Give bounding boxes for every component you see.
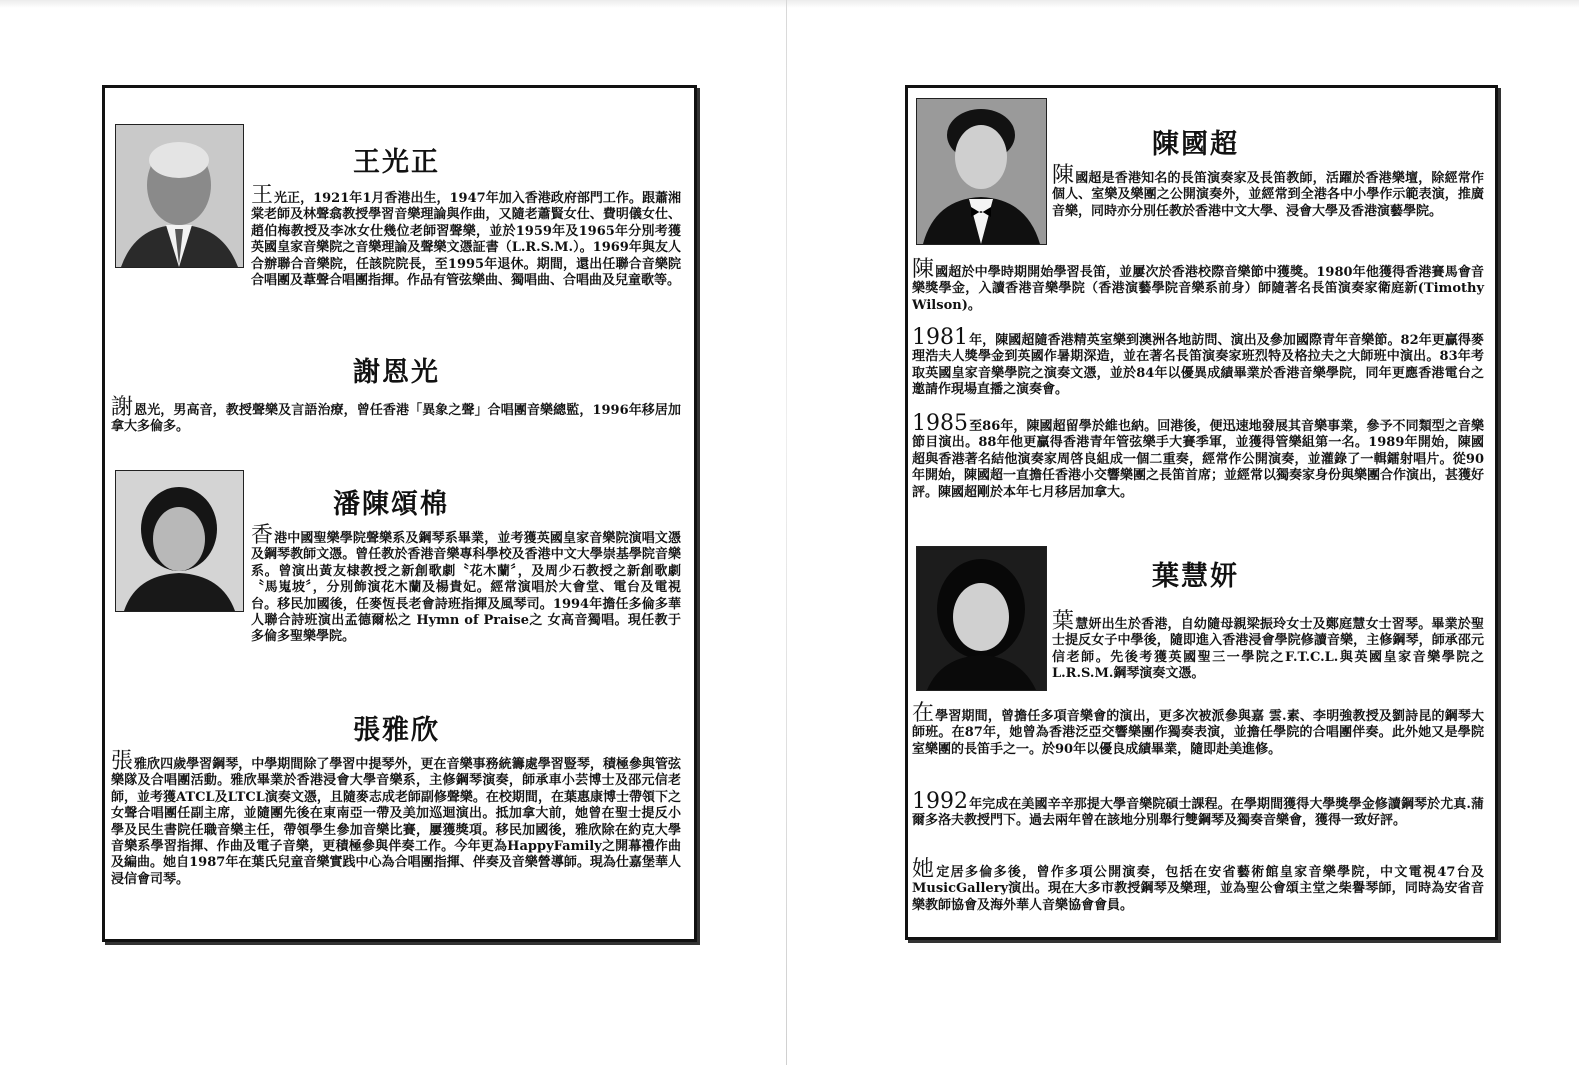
person-name-6: 葉慧妍 xyxy=(1152,561,1239,592)
bio-initial-3: 香 xyxy=(251,523,274,548)
bio-initial-2: 謝 xyxy=(111,395,134,420)
bio-text-4 xyxy=(111,749,681,888)
bio-initial-5b: 陳 xyxy=(912,257,935,282)
bio-body-1: 光正，1921年1月香港出生，1947年加入香港政府部門工作。跟蕭湘棠老師及林聲翕教授學習音樂理論與作曲，又隨老蕭賢女仕、費明儀女仕、趙伯梅教授及李冰女仕幾位老師習聲樂，並於1959年及1965年分別考獲英國皇家音樂院之音樂理論及聲樂文憑証書（L.R.S.M.）。1969年與友人合辦聯合音樂院，任該院院長，至1995年退休。期間，還出任聯合音樂院合唱團及葦聲合唱團指揮。作品有管弦樂曲、獨唱曲、合唱曲及兒童歌等。 xyxy=(251,191,681,289)
bio-text-6a xyxy=(1052,609,1484,683)
bio-initial-4: 張 xyxy=(111,749,134,774)
bio-body-2: 恩光，男高音，教授聲樂及言語治療，曾任香港「異象之聲」合唱團音樂總監，1996年移居加拿大多倫多。 xyxy=(111,403,681,435)
bio-body-5a: 國超是香港知名的長笛演奏家及長笛教師，活躍於香港樂壇，除經常作個人、室樂及樂團之公開演奏外，並經常到全港各中小學作示範表演，推廣音樂，同時亦分別任教於香港中文大學、浸會大學及香港演藝學院。 xyxy=(1052,171,1484,219)
bio-body-5d: 至86年，陳國超留學於維也納。回港後，便迅速地發展其音樂事業，參予不同類型之音樂節目演出。88年他更贏得香港青年管弦樂手大賽季軍，並獲得管樂組第一名。1989年開始，陳國超與香港著名結他演奏家周啓良組成一個二重奏，經常作公開演奏，並灌錄了一輯鐳射唱片。從90年開始，陳國超一直擔任香港小交響樂團之長笛首席；並經常以獨奏家身份與樂團合作演出，甚獲好評。陳國超剛於本年七月移居加拿大。 xyxy=(912,419,1485,500)
bio-initial-6d: 她 xyxy=(912,857,936,882)
bio-text-3 xyxy=(251,523,681,646)
bio-body-6c: 年完成在美國辛辛那提大學音樂院碩士課程。在學期間獲得大學獎學金修讀鋼琴於尤真.蒲爾多洛夫教授門下。過去兩年曾在該地分別舉行雙鋼琴及獨奏音樂會，獲得一致好評。 xyxy=(912,797,1484,829)
bio-text-5b xyxy=(912,257,1484,314)
person-name-2: 謝恩光 xyxy=(353,357,440,388)
person-name-5: 陳國超 xyxy=(1152,129,1239,160)
bio-text-5c xyxy=(912,325,1484,399)
bio-body-6d: 定居多倫多後，曾作多項公開演奏，包括在安省藝術館皇家音樂學院，中文電視47台及MusicGallery演出。現在大多市教授鋼琴及樂理，並為聖公會頌主堂之柴譽琴師，同時為安省音樂教師協會及海外華人音樂協會會員。 xyxy=(912,865,1484,913)
bio-initial-6b: 在 xyxy=(912,701,935,726)
woman-portrait-icon-2 xyxy=(917,547,1046,690)
person-name-3: 潘陳頌棉 xyxy=(333,489,449,520)
scan-shadow xyxy=(0,0,1579,8)
bio-initial-5d: 1985 xyxy=(912,411,968,436)
bio-text-6d xyxy=(912,857,1484,914)
bio-initial-6c: 1992 xyxy=(912,789,968,814)
bio-initial-6a: 葉 xyxy=(1052,609,1075,634)
portrait-photo-6 xyxy=(916,546,1047,691)
bio-text-5d xyxy=(912,411,1485,501)
bio-text-6c xyxy=(912,789,1484,830)
young-man-portrait-icon xyxy=(917,99,1046,244)
bio-body-3: 港中國聖樂學院聲樂系及鋼琴系畢業，並考獲英國皇家音樂院演唱文憑及鋼琴教師文憑。曾任教於香港音樂專科學校及香港中文大學崇基學院音樂系。曾演出黃友棣教授之新創歌劇〝花木蘭〞，及周少石教授之新創歌劇〝馬嵬坡〞，分別飾演花木蘭及楊貴妃。經常演唱於大會堂、電台及電視台。移民加國後，任麥恆長老會詩班指揮及風琴司。1994年擔任多倫多華人聯合詩班演出孟德爾松之 Hymn of Praise之 女高音獨唱。現任教于多倫多聖樂學院。 xyxy=(251,531,681,645)
bio-body-6a: 慧妍出生於香港，自幼隨母親梁振玲女士及鄭庭慧女士習琴。畢業於聖士提反女子中學後，隨即進入香港浸會學院修讀音樂，主修鋼琴，師承邵元信老師。先後考獲英國聖三一學院之F.T.C.L.與英國皇家音樂學院之L.R.S.M.鋼琴演奏文憑。 xyxy=(1052,617,1484,682)
right-page-panel xyxy=(905,85,1498,940)
bio-text-1 xyxy=(251,183,681,289)
bio-initial-1: 王 xyxy=(251,183,274,208)
woman-portrait-icon xyxy=(116,471,243,611)
elderly-man-portrait-icon xyxy=(116,125,243,267)
portrait-photo-1 xyxy=(115,124,244,268)
left-page-panel xyxy=(102,85,697,942)
person-name-1: 王光正 xyxy=(353,147,440,178)
portrait-photo-3 xyxy=(115,470,244,612)
bio-text-6b xyxy=(912,701,1484,758)
bio-text-5a xyxy=(1052,163,1484,220)
bio-body-5b: 國超於中學時期開始學習長笛，並屢次於香港校際音樂節中獲獎。1980年他獲得香港賽馬會音樂獎學金，入讀香港音樂學院（香港演藝學院音樂系前身）師隨著名長笛演奏家衛庭新(Timothy Wilson)。 xyxy=(912,265,1484,313)
page-fold xyxy=(786,0,787,1065)
bio-body-6b: 學習期間，曾擔任多項音樂會的演出，更多次被派參與嘉 雲.素、李明強教授及劉詩昆的鋼琴大師班。在87年，她曾為香港泛亞交響樂團作獨奏表演，並擔任學院的合唱團伴奏。此外她又是學院室樂團的長笛手之一。於90年以優良成績畢業，隨即赴美進修。 xyxy=(912,709,1484,757)
bio-initial-5a: 陳 xyxy=(1052,163,1075,188)
person-name-4: 張雅欣 xyxy=(353,715,440,746)
portrait-photo-5 xyxy=(916,98,1047,245)
bio-text-2 xyxy=(111,395,681,436)
bio-body-5c: 年，陳國超隨香港精英室樂到澳洲各地訪問、演出及參加國際青年音樂節。82年更贏得麥理浩夫人獎學金到英國作暑期深造，並在著名長笛演奏家班烈特及格拉夫之大師班中演出。83年考取英國皇家音樂學院之演奏文憑，並於84年以優異成績畢業於香港音樂學院，同年更應香港電台之邀請作現場直播之演奏會。 xyxy=(912,333,1484,398)
bio-initial-5c: 1981 xyxy=(912,325,968,350)
bio-body-4: 雅欣四歲學習鋼琴，中學期間除了學習中提琴外，更在音樂事務統籌處學習豎琴，積極參與管弦樂隊及合唱團活動。雅欣畢業於香港浸會大學音樂系，主修鋼琴演奏，師承車小芸博士及邵元信老師，並考獲ATCL及LTCL演奏文憑，且隨麥志成老師副修聲樂。在校期間，在葉惠康博士帶領下之女聲合唱團任副主席，並隨團先後在東南亞一帶及美加巡迴演出。抵加拿大前，她曾在聖士提反小學及民生書院任職音樂主任，帶領學生參加音樂比賽，屢獲獎項。移民加國後，雅欣除在約克大學音樂系學習指揮、作曲及電子音樂，更積極參與伴奏工作。今年更為HappyFamily之開幕禮作曲及編曲。她自1987年在葉氏兒童音樂實践中心為合唱團指揮、伴奏及音樂營導師。現為仕嘉堡華人浸信會司琴。 xyxy=(111,757,681,887)
